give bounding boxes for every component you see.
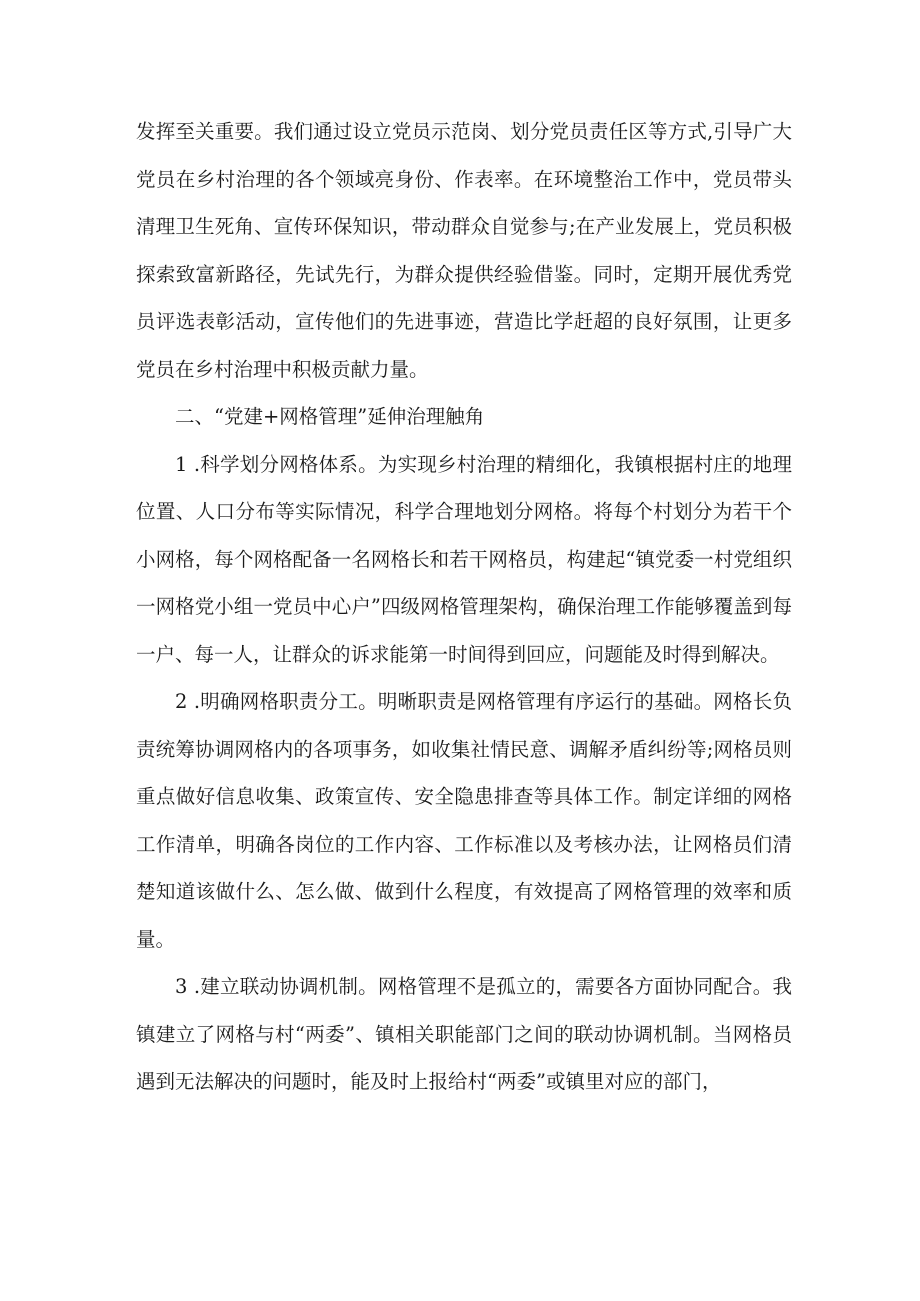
paragraph-grid-system: 1 .科学划分网格体系。为实现乡村治理的精细化，我镇根据村庄的地理位置、人口分布等实际情况，科学合理地划分网格。将每个村划分为若干个小网格，每个网格配备一名网格长和若干网格员，构建起“镇党委一村党组织一网格党小组一党员中心户”四级网格管理架构，确保治理工作能够覆盖到每一户、每一人，让群众的诉求能第一时间得到回应，问题能及时得到解决。 [136,452,792,666]
paragraph-grid-duties: 2 .明确网格职责分工。明晰职责是网格管理有序运行的基础。网格长负责统筹协调网格内的各项事务，如收集社情民意、调解矛盾纠纷等;网格员则重点做好信息收集、政策宣传、安全隐患排查等具体工作。制定详细的网格工作清单，明确各岗位的工作内容、工作标准以及考核办法，让网格员们清楚知道该做什么、怎么做、做到什么程度，有效提高了网格管理的效率和质量。 [136,690,792,951]
document-body [136,108,792,1106]
paragraph-coordination-mechanism: 3 .建立联动协调机制。网格管理不是孤立的，需要各方面协同配合。我镇建立了网格与村“两委”、镇相关职能部门之间的联动协调机制。当网格员遇到无法解决的问题时，能及时上报给村“两委”或镇里对应的部门， [136,975,792,1093]
paragraph-party-member-role: 发挥至关重要。我们通过设立党员示范岗、划分党员责任区等方式,引导广大党员在乡村治理的各个领域亮身份、作表率。在环境整治工作中，党员带头清理卫生死角、宣传环保知识，带动群众自觉参与;在产业发展上，党员积极探索致富新路径，先试先行，为群众提供经验借鉴。同时，定期开展优秀党员评选表彰活动，宣传他们的先进事迹，营造比学赶超的良好氛围，让更多党员在乡村治理中积极贡献力量。 [136,120,792,381]
section-heading-grid-management: 二、“党建+网格管理”延伸治理触角 [175,405,485,428]
